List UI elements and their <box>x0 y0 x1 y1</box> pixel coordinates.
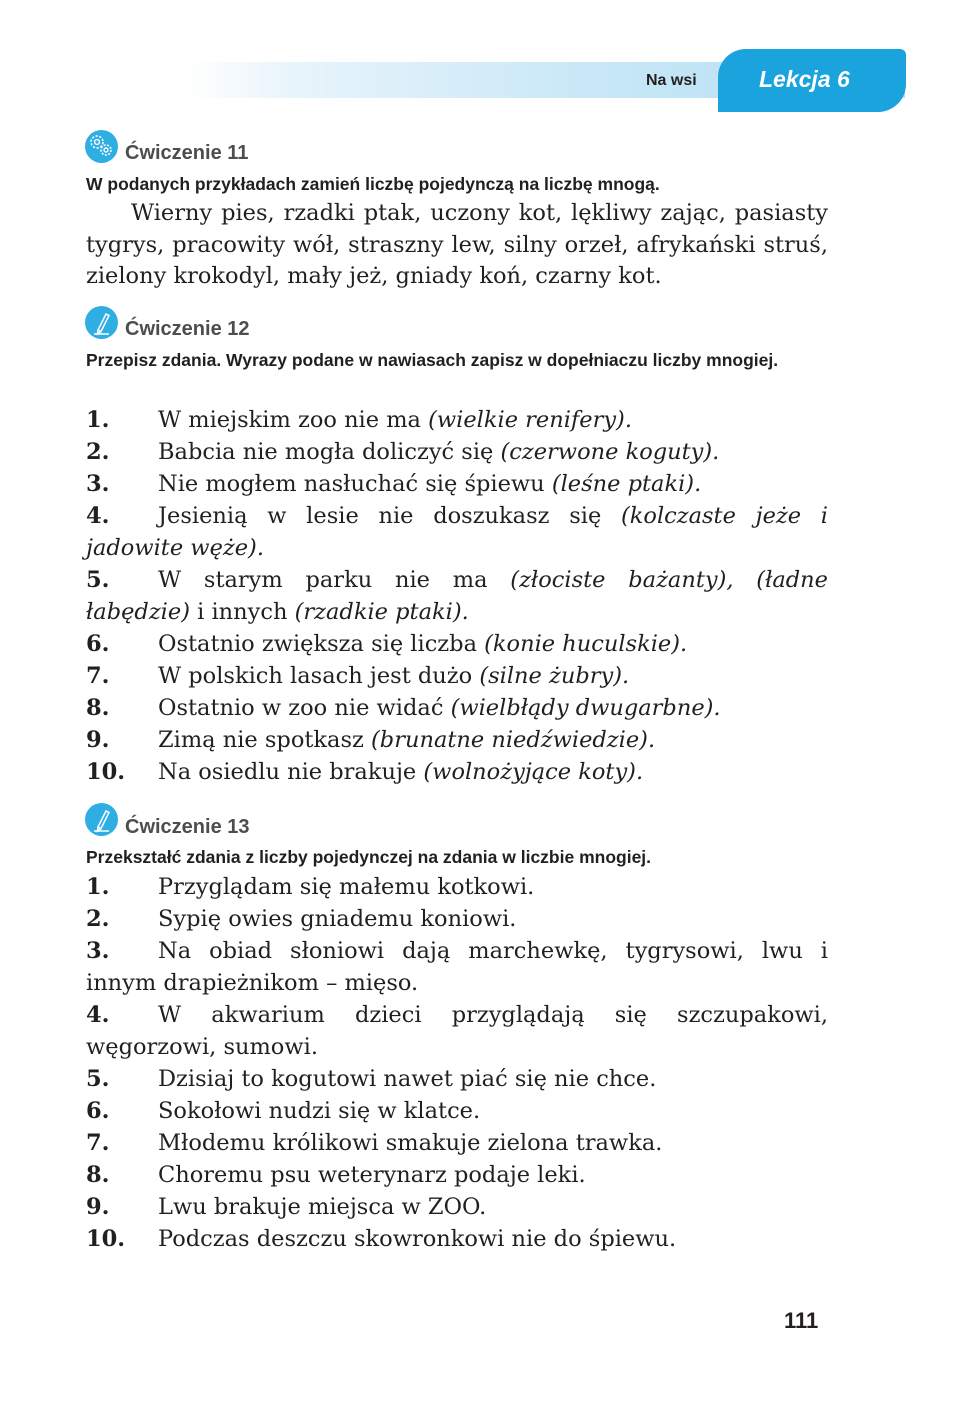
ex13-item <box>86 936 828 999</box>
item-text: Na osiedlu nie brakuje <box>158 759 424 785</box>
item-hint: (brunatne niedźwiedzie). <box>371 727 656 753</box>
item-number: 8. <box>86 695 110 721</box>
item-text: Młodemu królikowi smakuje zielona trawka. <box>158 1130 663 1156</box>
item-number: 2. <box>86 906 110 932</box>
item-hint: (kolczaste jeże i jadowite węże). <box>86 503 829 561</box>
item-text: Na obiad słoniowi dają marchewkę, tygrysowi, lwu i innym drapieżnikom – mięso. <box>86 938 828 996</box>
item-number: 7. <box>86 663 110 689</box>
item-hint: (wielkie renifery). <box>428 407 632 433</box>
ex12-item <box>86 693 828 725</box>
item-text: Przyglądam się małemu kotkowi. <box>158 874 535 900</box>
ex12-item <box>86 501 828 564</box>
item-number: 4. <box>86 1002 110 1028</box>
exercise-11-instruction: W podanych przykładach zamień liczbę pojedynczą na liczbę mnogą. <box>86 174 660 194</box>
pencil-icon <box>85 306 118 339</box>
exercise-12-title: Ćwiczenie 12 <box>125 318 250 340</box>
ex13-item <box>86 872 828 904</box>
ex13-item <box>86 1160 828 1192</box>
item-hint: (wielbłądy dwugarbne). <box>450 695 721 721</box>
item-number: 9. <box>86 727 110 753</box>
item-number: 5. <box>86 1066 110 1092</box>
item-number: 10. <box>86 1226 126 1252</box>
item-text: Nie mogłem nasłuchać się śpiewu <box>158 471 552 497</box>
lesson-label: Lekcja 6 <box>759 66 850 92</box>
item-text: Ostatnio zwiększa się liczba <box>158 631 485 657</box>
item-number: 10. <box>86 759 126 785</box>
ex12-item <box>86 437 828 469</box>
item-hint: (konie huculskie). <box>484 631 688 657</box>
item-text: Sokołowi nudzi się w klatce. <box>158 1098 481 1124</box>
item-text: Lwu brakuje miejsca w ZOO. <box>158 1194 487 1220</box>
item-hint: (wolnożyjące koty). <box>423 759 644 785</box>
ex13-item <box>86 904 828 936</box>
ex13-item <box>86 1224 828 1256</box>
item-number: 2. <box>86 439 110 465</box>
gears-icon <box>85 130 118 163</box>
exercise-13-instruction: Przekształć zdania z liczby pojedynczej na zdania w liczbie mnogiej. <box>86 847 652 867</box>
exercise-12-instruction: Przepisz zdania. Wyrazy podane w nawiasach zapisz w dopełniaczu liczby mnogiej. <box>86 350 779 370</box>
item-text: W miejskim zoo nie ma <box>158 407 429 433</box>
item-hint: (silne żubry). <box>479 663 630 689</box>
item-number: 7. <box>86 1130 110 1156</box>
item-number: 8. <box>86 1162 110 1188</box>
item-text: W polskich lasach jest dużo <box>158 663 480 689</box>
item-hint: (czerwone koguty). <box>500 439 720 465</box>
ex13-item <box>86 1192 828 1224</box>
item-text: Choremu psu weterynarz podaje leki. <box>158 1162 586 1188</box>
item-text: W starym parku nie ma <box>158 567 511 593</box>
item-hint: (złociste bażanty), (ładne łabędzie) <box>86 567 828 625</box>
item-text: Jesienią w lesie nie doszukasz się <box>158 503 621 529</box>
pencil-icon <box>85 803 118 836</box>
item-number: 1. <box>86 407 110 433</box>
item-text: i innych <box>189 598 295 625</box>
ex13-item <box>86 1000 828 1063</box>
section-label: Na wsi <box>646 72 697 89</box>
item-text: Podczas deszczu skowronkowi nie do śpiewu. <box>158 1226 677 1252</box>
ex13-item <box>86 1096 828 1128</box>
item-text: Sypię owies gniademu koniowi. <box>158 906 517 932</box>
item-number: 3. <box>86 938 110 964</box>
ex12-item <box>86 565 828 628</box>
item-number: 6. <box>86 1098 110 1124</box>
ex12-item <box>86 629 828 661</box>
item-text: W akwarium dzieci przyglądają się szczupakowi, węgorzowi, sumowi. <box>86 1002 828 1060</box>
exercise-11-title: Ćwiczenie 11 <box>125 142 249 164</box>
item-number: 6. <box>86 631 110 657</box>
item-hint: (leśne ptaki). <box>551 471 702 497</box>
ex12-item <box>86 725 828 757</box>
page-number: 111 <box>784 1308 819 1333</box>
item-number: 4. <box>86 503 110 529</box>
item-number: 3. <box>86 471 110 497</box>
item-text: Zimą nie spotkasz <box>158 727 372 753</box>
exercise-13-title: Ćwiczenie 13 <box>125 816 250 838</box>
item-hint: (rzadkie ptaki). <box>294 598 469 625</box>
ex12-item <box>86 469 828 501</box>
exercise-11-text: Wierny pies, rzadki ptak, uczony kot, lękliwy zając, pasiasty tygrys, pracowity wół, straszny lew, silny orzeł, afrykański struś, zielony krokodyl, mały jeż, gniady koń, czarny kot. <box>86 200 828 289</box>
item-text: Dzisiaj to kogutowi nawet piać się nie chce. <box>158 1066 657 1092</box>
item-text: Babcia nie mogła doliczyć się <box>158 439 501 465</box>
ex13-item <box>86 1064 828 1096</box>
item-number: 1. <box>86 874 110 900</box>
ex13-item <box>86 1128 828 1160</box>
ex12-item <box>86 757 828 789</box>
ex12-item <box>86 661 828 693</box>
lesson-tab-corner <box>880 49 906 63</box>
ex12-item <box>86 405 828 437</box>
item-number: 9. <box>86 1194 110 1220</box>
item-text: Ostatnio w zoo nie widać <box>158 695 451 721</box>
item-number: 5. <box>86 567 110 593</box>
